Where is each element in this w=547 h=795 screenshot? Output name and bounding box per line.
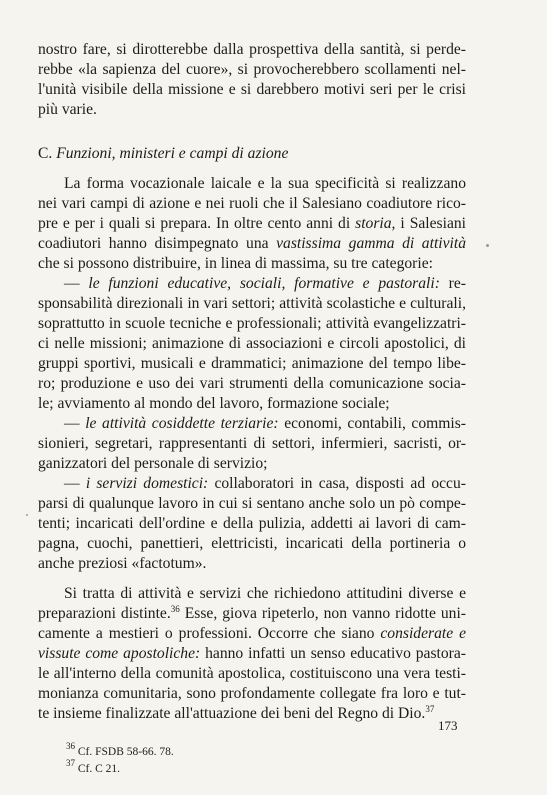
text-line: le; avviamento al mondo del lavoro, formazione sociale;	[38, 395, 390, 412]
footnote-ref: 37	[425, 704, 435, 714]
text-line: l'unità visibile della missione e si darebbero motivi seri per le crisi	[38, 81, 466, 98]
text-line: pagna, cuochi, panettieri, elettricisti, incaricati della portineria o	[38, 535, 466, 552]
section-letter: C.	[38, 145, 53, 162]
text-line: coadiutori hanno disimpegnato una vastissima gamma di attività	[38, 235, 466, 252]
text-line: le all'interno della comunità apostolica, costituiscono una vera testi-	[38, 665, 466, 682]
page-number: 173	[438, 718, 458, 733]
text-line: Si tratta di attività e servizi che richiedono attitudini diverse e	[64, 585, 466, 602]
scan-speck	[486, 244, 489, 247]
footnote: $^{37}$ Cf. C 21.	[66, 758, 121, 775]
text-line: sponsabilità direzionali in vari settori; attività scolastiche e culturali,	[38, 295, 466, 312]
footnote: $^{36}$ Cf. FSDB 58-66. 78.	[66, 741, 174, 758]
text-line: nostro fare, si dirotterebbe dalla prospettiva della santità, si perde-	[38, 41, 466, 58]
footnote-ref: 36	[170, 604, 180, 614]
text-line: anche preziosi «factotum».	[38, 555, 207, 572]
text-line: La forma vocazionale laicale e la sua specificità si realizzano	[64, 175, 466, 192]
text-line: rebbe «la sapienza del cuore», si provocherebbero scollamenti nel-	[38, 61, 466, 78]
text-line: nei vari campi di azione e nei ruoli che il Salesiano coadiutore rico-	[38, 195, 466, 212]
text-line: pre e per i quali si prepara. In oltre cento anni di storia, i Salesiani	[38, 215, 466, 232]
text-line: ganizzatori del personale di servizio;	[38, 455, 268, 472]
text-line: camente a mestieri o professioni. Occorre che siano considerate e	[38, 625, 467, 642]
text-line: gruppi sportivi, musicali e drammatici; animazione del tempo libe-	[38, 355, 466, 372]
text-line: vissute come apostoliche: hanno infatti un senso educativo pastora-	[38, 645, 466, 662]
list-item-first-line: — le funzioni educative, sociali, formative e pastorali: re-	[64, 275, 466, 292]
section-heading	[38, 144, 288, 164]
text-line: preparazioni distinte.$^{36}$ Esse, giova ripeterlo, non vanno ridotte uni-	[38, 604, 466, 622]
list-item-first-line: — i servizi domestici: collaboratori in casa, disposti ad occu-	[64, 475, 466, 492]
text-line: più varie.	[38, 101, 97, 118]
text-line: parsi di qualunque lavoro in cui si sentano anche solo un pò compe-	[38, 495, 466, 512]
text-line: te insieme finalizzate all'attuazione dei beni del Regno di Dio.$^{37}$	[38, 704, 435, 722]
text-line: monianza comunitaria, sono profondamente collegate fra loro e tut-	[38, 685, 466, 702]
text-line: soprattutto in scuole tecniche e professionali; attività evangelizzatri-	[38, 315, 466, 332]
list-item-first-line: — le attività cosiddette terziarie: economi, contabili, commis-	[64, 415, 467, 432]
scan-speck	[26, 514, 28, 516]
text-line: che si possono distribuire, in linea di massima, su tre categorie:	[38, 255, 433, 272]
text-line: ci nelle missioni; animazione di associazioni e circoli apostolici, di	[38, 335, 466, 352]
text-line: ro; produzione e uso dei vari strumenti della comunicazione sociа-	[38, 375, 466, 392]
section-title: Funzioni, ministeri e campi di azione	[56, 145, 289, 162]
text-line: sionieri, segretari, rappresentanti di settori, infermieri, sacristi, or-	[38, 435, 466, 452]
text-line: tenti; incaricati dell'ordine e della pulizia, addetti ai lavori di cam-	[38, 515, 466, 532]
